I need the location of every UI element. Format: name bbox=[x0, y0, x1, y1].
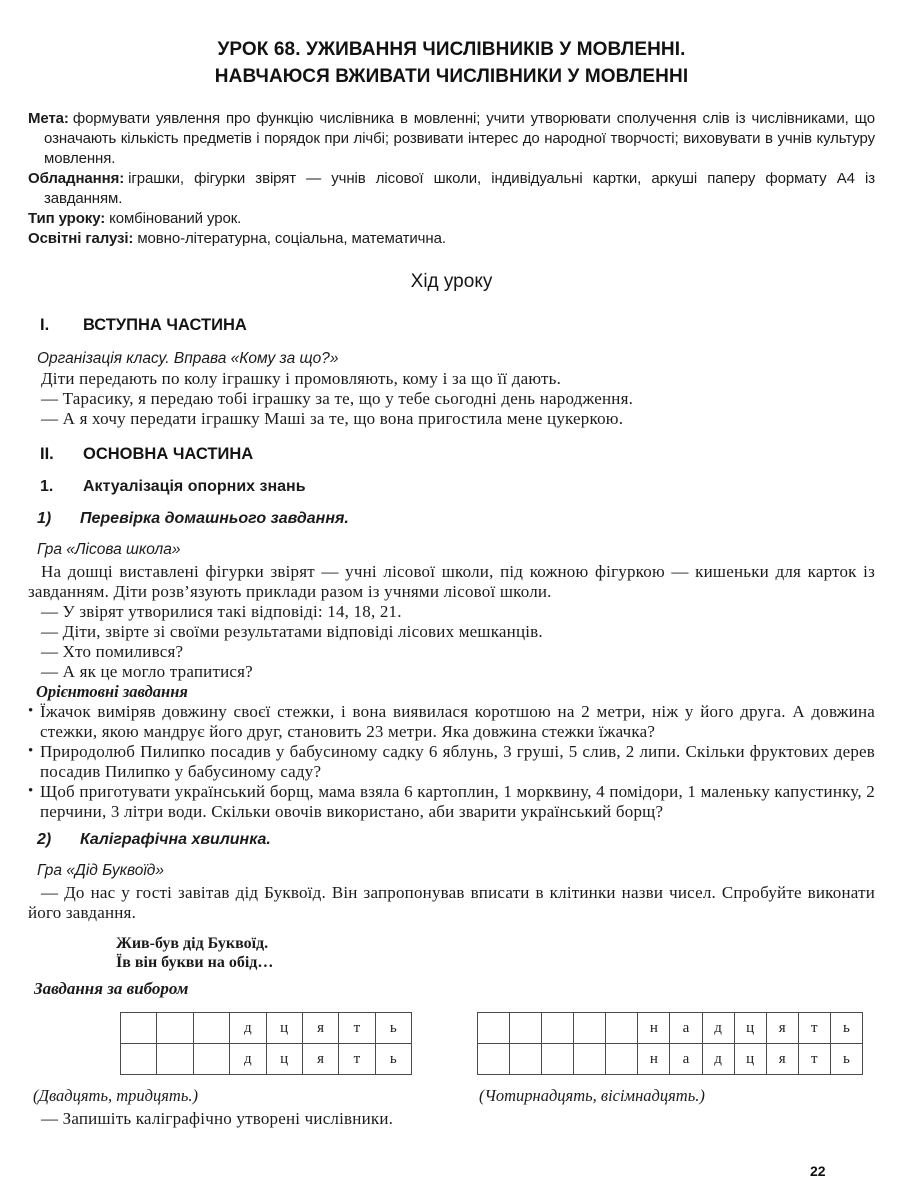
letter-cell: ь bbox=[375, 1044, 411, 1075]
letter-cell: я bbox=[302, 1044, 338, 1075]
meta-label: Освітні галузі: bbox=[28, 230, 134, 247]
dialog-line: — Діти, звірте зі своїми результатами відповіді лісових мешканців. bbox=[41, 622, 543, 641]
letter-cell bbox=[121, 1013, 157, 1044]
subsection-number: 1. bbox=[40, 478, 54, 495]
meta-domains bbox=[28, 229, 875, 249]
letter-cell bbox=[542, 1044, 574, 1075]
course-heading: Хід уроку bbox=[410, 271, 493, 292]
page-number: 22 bbox=[810, 1163, 826, 1179]
lesson-meta bbox=[28, 109, 875, 249]
poem bbox=[116, 934, 875, 972]
letter-cell: т bbox=[339, 1044, 375, 1075]
letter-cell bbox=[193, 1013, 229, 1044]
subsection-heading bbox=[40, 477, 875, 496]
grid-answer-left: (Двадцять, тридцять.) bbox=[33, 1086, 198, 1105]
choice-heading: Завдання за вибором bbox=[34, 979, 189, 998]
letter-cell bbox=[510, 1013, 542, 1044]
letter-cell: т bbox=[798, 1013, 830, 1044]
letter-cell bbox=[542, 1013, 574, 1044]
letter-cell: я bbox=[766, 1013, 798, 1044]
letter-grid-row bbox=[478, 1013, 863, 1044]
letter-grid-left bbox=[120, 1012, 412, 1075]
letter-cell bbox=[157, 1044, 193, 1075]
task-item: • Природолюб Пилипко посадив у бабусиному садку 6 яблунь, 3 груші, 5 слив, 2 липи. Скільки фруктових дерев посадив Пилипко у бабусиному саду? bbox=[28, 742, 875, 782]
step-number: 2) bbox=[37, 831, 52, 848]
letter-cell bbox=[606, 1013, 638, 1044]
meta-goal bbox=[28, 109, 875, 169]
dialog-line: — А як це могло трапитися? bbox=[41, 662, 253, 681]
letter-cell bbox=[574, 1013, 606, 1044]
letter-cell bbox=[193, 1044, 229, 1075]
letter-cell: я bbox=[766, 1044, 798, 1075]
letter-grid-right bbox=[477, 1012, 863, 1075]
meta-lesson-type bbox=[28, 209, 875, 229]
letter-cell: а bbox=[670, 1013, 702, 1044]
letter-cell bbox=[157, 1013, 193, 1044]
grid-answers bbox=[28, 1086, 875, 1106]
section-heading-main bbox=[40, 445, 875, 464]
paragraph: На дошці виставлені фігурки звірят — учні лісової школи, під кожною фігуркою — кишеньки для карток із завданням. Діти розв’язують приклади разом із учнями лісової школи. bbox=[28, 562, 875, 601]
page-title-line2: НАВЧАЮСЯ ВЖИВАТИ ЧИСЛІВНИКИ У МОВЛЕННІ bbox=[214, 66, 689, 87]
section-number: I. bbox=[40, 316, 50, 334]
step-number: 1) bbox=[37, 510, 52, 527]
dialog-line: — Тарасику, я передаю тобі іграшку за те, що у тебе сьогодні день народження. bbox=[41, 389, 634, 408]
page-title bbox=[28, 36, 875, 90]
letter-grid-row bbox=[478, 1044, 863, 1075]
letter-cell: н bbox=[638, 1013, 670, 1044]
letter-cell: ь bbox=[375, 1013, 411, 1044]
dialog-line: — Хто помилився? bbox=[41, 642, 184, 661]
subsection-title: Актуалізація опорних знань bbox=[83, 478, 306, 495]
paragraph: — До нас у гості завітав дід Буквоїд. Він запропонував вписати в клітинки назви чисел. Спробуйте виконати його завдання. bbox=[28, 883, 875, 922]
tasks-list bbox=[28, 702, 875, 822]
letter-cell: д bbox=[230, 1013, 266, 1044]
letter-cell bbox=[574, 1044, 606, 1075]
letter-cell: а bbox=[670, 1044, 702, 1075]
meta-text: комбінований урок. bbox=[109, 210, 242, 227]
letter-cell: т bbox=[798, 1044, 830, 1075]
step-heading-2 bbox=[37, 830, 875, 849]
paragraph: Діти передають по колу іграшку і промовляють, кому і за що її дають. bbox=[41, 369, 562, 388]
letter-cell: я bbox=[302, 1013, 338, 1044]
step-title: Каліграфічна хвилинка. bbox=[80, 831, 271, 848]
task-item: • Щоб приготувати український борщ, мама взяла 6 картоплин, 1 морквину, 4 помідори, 1 маленьку капустинку, 2 перчини, 3 літри води. Скільки овочів використано, аби зварити український борщ? bbox=[28, 782, 875, 822]
exercise-subheading: Організація класу. Вправа «Кому за що?» bbox=[37, 350, 339, 367]
grid-answer-right: (Чотирнадцять, вісімнадцять.) bbox=[479, 1086, 705, 1105]
closing-instruction: — Запишіть каліграфічно утворені числівники. bbox=[41, 1109, 394, 1128]
letter-cell bbox=[478, 1013, 510, 1044]
meta-label: Тип уроку: bbox=[28, 210, 106, 227]
poem-line: Їв він букви на обід… bbox=[116, 954, 274, 971]
letter-cell: ц bbox=[266, 1044, 302, 1075]
letter-cell: д bbox=[702, 1013, 734, 1044]
letter-grids bbox=[28, 1012, 875, 1074]
letter-cell: ь bbox=[830, 1013, 862, 1044]
letter-grid-row bbox=[121, 1044, 412, 1075]
section-title: ВСТУПНА ЧАСТИНА bbox=[83, 316, 247, 334]
letter-cell: т bbox=[339, 1013, 375, 1044]
letter-grid-row bbox=[121, 1013, 412, 1044]
letter-cell bbox=[510, 1044, 542, 1075]
letter-cell bbox=[121, 1044, 157, 1075]
letter-cell bbox=[478, 1044, 510, 1075]
step-title: Перевірка домашнього завдання. bbox=[80, 510, 349, 527]
letter-cell: ц bbox=[734, 1044, 766, 1075]
game-title: Гра «Лісова школа» bbox=[37, 541, 181, 558]
tasks-heading: Орієнтовні завдання bbox=[36, 682, 188, 701]
letter-cell: ь bbox=[830, 1044, 862, 1075]
letter-cell: д bbox=[230, 1044, 266, 1075]
letter-cell: н bbox=[638, 1044, 670, 1075]
section-number: II. bbox=[40, 445, 54, 463]
section-heading-intro bbox=[40, 316, 875, 335]
section-title: ОСНОВНА ЧАСТИНА bbox=[83, 445, 254, 463]
letter-cell: ц bbox=[734, 1013, 766, 1044]
meta-equipment bbox=[28, 169, 875, 209]
meta-text: мовно-літературна, соціальна, математична. bbox=[137, 230, 446, 247]
dialog-line: — У звірят утворилися такі відповіді: 14, 18, 21. bbox=[41, 602, 402, 621]
page-title-line1: УРОК 68. УЖИВАННЯ ЧИСЛІВНИКІВ У МОВЛЕННІ. bbox=[217, 39, 686, 60]
step-heading-1 bbox=[37, 509, 875, 528]
game-title: Гра «Дід Буквоїд» bbox=[37, 862, 164, 879]
task-item: • Їжачок виміряв довжину своєї стежки, і вона виявилася коротшою на 2 метри, ніж у його друга. А довжина стежки, якою мандрує його друг, становить 23 метри. Яка довжина стежки їжачка? bbox=[28, 702, 875, 742]
meta-text: формувати уявлення про функцію числівника в мовленні; учити утворювати сполучення слів із числівниками, що означають кількість предметів і порядок при лічбі; розвивати інтерес до народної творчості; виховувати в учнів культуру мовлення. bbox=[44, 110, 875, 167]
letter-cell bbox=[606, 1044, 638, 1075]
meta-label: Мета: bbox=[28, 110, 69, 127]
letter-cell: ц bbox=[266, 1013, 302, 1044]
letter-cell: д bbox=[702, 1044, 734, 1075]
poem-line: Жив-був дід Буквоїд. bbox=[116, 935, 269, 952]
meta-label: Обладнання: bbox=[28, 170, 125, 187]
meta-text: іграшки, фігурки звірят — учнів лісової школи, індивідуальні картки, аркуші паперу формату А4 із завданням. bbox=[44, 170, 875, 207]
dialog-line: — А я хочу передати іграшку Маші за те, що вона пригостила мене цукеркою. bbox=[41, 409, 624, 428]
